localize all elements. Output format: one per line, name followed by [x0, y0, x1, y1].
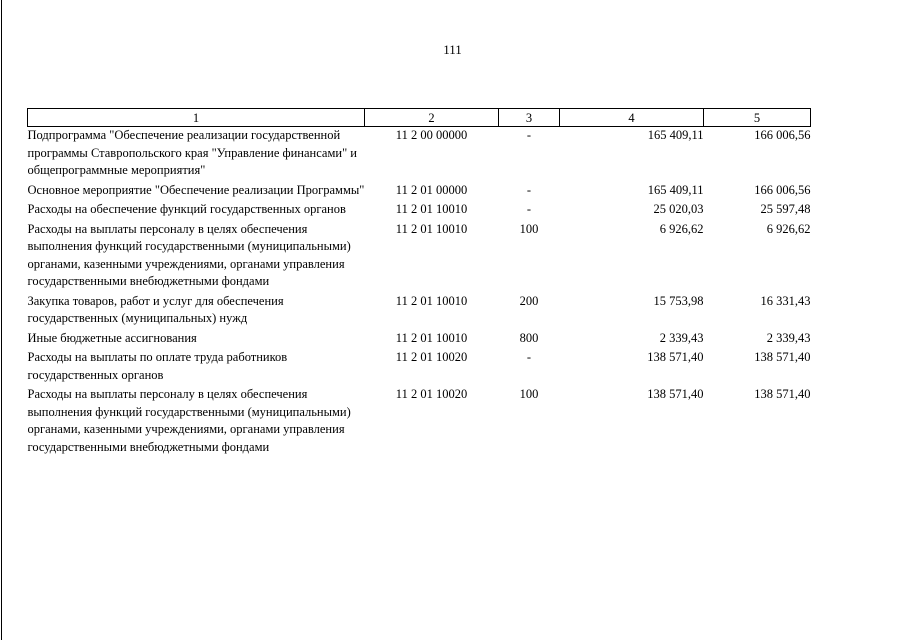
row-value-col4: 138 571,40 — [647, 350, 704, 364]
page-number: 111 — [443, 42, 462, 57]
row-name: Подпрограмма "Обеспечение реализации государственной программы Ставропольского края "Управление финансами" и общепрограммные мероприятия" — [27, 128, 357, 177]
row-value-col4: 2 339,43 — [659, 330, 704, 345]
row-value-col5: 25 597,48 — [760, 202, 811, 216]
header-row — [28, 109, 811, 127]
row-code: 11 2 01 10010 — [395, 221, 468, 236]
row-value-col4: 6 926,62 — [659, 221, 704, 236]
row-code: 11 2 00 00000 — [395, 128, 468, 142]
page-left-border — [1, 0, 2, 640]
table-row — [28, 293, 811, 330]
row-value-col5: 16 331,43 — [760, 293, 811, 308]
row-name: Закупка товаров, работ и услуг для обеспечения государственных (муниципальных) нужд — [27, 293, 284, 325]
row-value-col4: 165 409,11 — [647, 182, 704, 197]
row-value-col4: 138 571,40 — [647, 387, 704, 401]
row-type: - — [526, 182, 532, 197]
row-name: Расходы на выплаты персоналу в целях обеспечения выполнения функций государственными (муниципальными) органами, казенными учреждениями, органами управления государственными внебюджетными фондами — [27, 387, 351, 454]
row-code: 11 2 01 10010 — [395, 330, 468, 345]
row-code: 11 2 01 10010 — [395, 202, 468, 216]
table-row — [28, 201, 811, 221]
table-row — [28, 386, 811, 458]
row-name: Иные бюджетные ассигнования — [27, 330, 197, 345]
row-value-col4: 15 753,98 — [653, 293, 704, 308]
row-type: 800 — [519, 330, 539, 345]
row-code: 11 2 01 10020 — [395, 350, 468, 364]
row-value-col5: 6 926,62 — [766, 221, 811, 236]
table-row — [28, 127, 811, 182]
row-value-col4: 25 020,03 — [653, 202, 704, 216]
row-name: Расходы на выплаты персоналу в целях обеспечения выполнения функций государственными (муниципальными) органами, казенными учреждениями, органами управления государственными внебюджетными фондами — [27, 221, 351, 288]
header-col-3: 3 — [499, 109, 560, 127]
row-code: 11 2 01 10020 — [395, 387, 468, 401]
table-row — [28, 221, 811, 293]
header-col-5: 5 — [704, 109, 811, 127]
row-type: 200 — [519, 293, 539, 308]
table-row — [28, 182, 811, 202]
row-value-col5: 138 571,40 — [754, 387, 811, 401]
row-type: - — [526, 350, 532, 364]
row-value-col5: 166 006,56 — [754, 182, 811, 197]
row-type: 100 — [519, 387, 539, 401]
row-code: 11 2 01 00000 — [395, 182, 468, 197]
row-name: Расходы на выплаты по оплате труда работников государственных органов — [27, 350, 288, 382]
row-name: Расходы на обеспечение функций государственных органов — [27, 202, 346, 216]
row-name: Основное мероприятие "Обеспечение реализации Программы" — [27, 182, 365, 197]
table-row — [28, 330, 811, 350]
table-header — [28, 109, 811, 127]
header-col-1: 1 — [28, 109, 365, 127]
row-value-col5: 2 339,43 — [766, 330, 811, 345]
row-value-col4: 165 409,11 — [647, 128, 704, 142]
row-code: 11 2 01 10010 — [395, 293, 468, 308]
row-type: - — [526, 202, 532, 216]
header-col-4: 4 — [560, 109, 704, 127]
header-col-2: 2 — [365, 109, 499, 127]
row-value-col5: 138 571,40 — [754, 350, 811, 364]
row-type: 100 — [519, 221, 539, 236]
row-value-col5: 166 006,56 — [754, 128, 811, 142]
table-body — [28, 127, 811, 459]
row-type: - — [526, 128, 532, 142]
budget-table — [27, 108, 811, 458]
table-row — [28, 349, 811, 386]
